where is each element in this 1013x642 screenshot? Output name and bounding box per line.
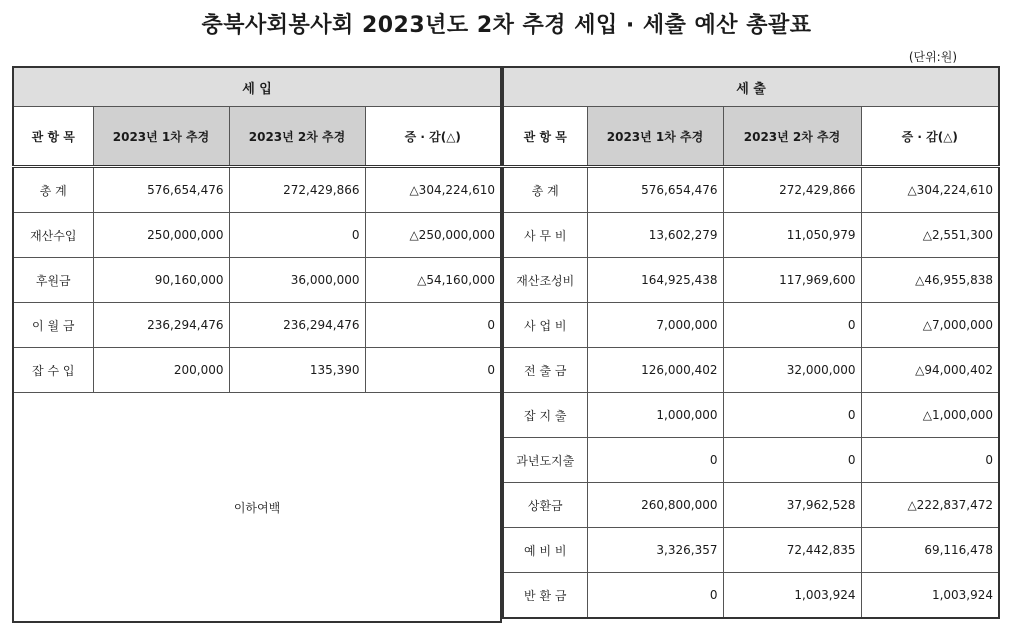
income-row bbox=[13, 213, 501, 258]
expense-cell-item: 전 출 금 bbox=[503, 348, 587, 393]
income-cell-second: 236,294,476 bbox=[229, 303, 365, 348]
expense-cell-item: 총 계 bbox=[503, 167, 587, 213]
expense-col-diff: 증 · 감(△) bbox=[861, 107, 999, 167]
expense-row bbox=[503, 483, 999, 528]
expense-cell-first: 164,925,438 bbox=[587, 258, 723, 303]
income-col-first: 2023년 1차 추경 bbox=[93, 107, 229, 167]
expense-cell-diff: △46,955,838 bbox=[861, 258, 999, 303]
expense-cell-item: 잡 지 출 bbox=[503, 393, 587, 438]
expense-cell-first: 0 bbox=[587, 573, 723, 619]
expense-row bbox=[503, 528, 999, 573]
expense-cell-diff: △7,000,000 bbox=[861, 303, 999, 348]
income-cell-first: 250,000,000 bbox=[93, 213, 229, 258]
income-cell-first: 576,654,476 bbox=[93, 167, 229, 213]
income-cell-diff: △304,224,610 bbox=[365, 167, 501, 213]
income-cell-item: 이 월 금 bbox=[13, 303, 93, 348]
expense-row bbox=[503, 258, 999, 303]
expense-table bbox=[502, 66, 1000, 619]
expense-cell-item: 과년도지출 bbox=[503, 438, 587, 483]
income-cell-diff: △54,160,000 bbox=[365, 258, 501, 303]
expense-cell-item: 재산조성비 bbox=[503, 258, 587, 303]
expense-cell-diff: 1,003,924 bbox=[861, 573, 999, 619]
expense-cell-diff: △94,000,402 bbox=[861, 348, 999, 393]
expense-cell-second: 32,000,000 bbox=[723, 348, 861, 393]
expense-col-first: 2023년 1차 추경 bbox=[587, 107, 723, 167]
income-cell-first: 200,000 bbox=[93, 348, 229, 393]
income-col-diff: 증 · 감(△) bbox=[365, 107, 501, 167]
unit-label: (단위:원) bbox=[908, 50, 957, 64]
income-cell-diff: △250,000,000 bbox=[365, 213, 501, 258]
expense-cell-diff: 69,116,478 bbox=[861, 528, 999, 573]
expense-cell-second: 272,429,866 bbox=[723, 167, 861, 213]
income-cell-item: 후원금 bbox=[13, 258, 93, 303]
expense-row bbox=[503, 393, 999, 438]
expense-cell-second: 1,003,924 bbox=[723, 573, 861, 619]
expense-cell-item: 사 무 비 bbox=[503, 213, 587, 258]
expense-cell-diff: △304,224,610 bbox=[861, 167, 999, 213]
expense-cell-item: 사 업 비 bbox=[503, 303, 587, 348]
expense-col-item: 관 항 목 bbox=[503, 107, 587, 167]
expense-cell-first: 7,000,000 bbox=[587, 303, 723, 348]
expense-cell-first: 0 bbox=[587, 438, 723, 483]
expense-cell-first: 576,654,476 bbox=[587, 167, 723, 213]
income-row bbox=[13, 258, 501, 303]
income-cell-item: 잡 수 입 bbox=[13, 348, 93, 393]
expense-cell-second: 117,969,600 bbox=[723, 258, 861, 303]
income-cell-second: 0 bbox=[229, 213, 365, 258]
expense-cell-second: 0 bbox=[723, 393, 861, 438]
income-table bbox=[12, 66, 502, 623]
income-cell-first: 90,160,000 bbox=[93, 258, 229, 303]
income-cell-first: 236,294,476 bbox=[93, 303, 229, 348]
expense-cell-first: 3,326,357 bbox=[587, 528, 723, 573]
income-row bbox=[13, 167, 501, 213]
expense-cell-diff: △222,837,472 bbox=[861, 483, 999, 528]
expense-cell-first: 260,800,000 bbox=[587, 483, 723, 528]
expense-col-second: 2023년 2차 추경 bbox=[723, 107, 861, 167]
income-cell-item: 총 계 bbox=[13, 167, 93, 213]
income-cell-diff: 0 bbox=[365, 303, 501, 348]
income-col-item: 관 항 목 bbox=[13, 107, 93, 167]
expense-row bbox=[503, 167, 999, 213]
expense-cell-item: 예 비 비 bbox=[503, 528, 587, 573]
expense-row bbox=[503, 573, 999, 619]
income-col-second: 2023년 2차 추경 bbox=[229, 107, 365, 167]
blank-note: 이하여백 bbox=[13, 393, 501, 623]
expense-cell-second: 0 bbox=[723, 438, 861, 483]
expense-cell-first: 126,000,402 bbox=[587, 348, 723, 393]
expense-cell-item: 반 환 금 bbox=[503, 573, 587, 619]
expense-section-header: 세 출 bbox=[503, 67, 999, 107]
income-row bbox=[13, 303, 501, 348]
income-cell-diff: 0 bbox=[365, 348, 501, 393]
expense-cell-second: 72,442,835 bbox=[723, 528, 861, 573]
expense-cell-second: 37,962,528 bbox=[723, 483, 861, 528]
income-cell-item: 재산수입 bbox=[13, 213, 93, 258]
expense-cell-first: 1,000,000 bbox=[587, 393, 723, 438]
income-row bbox=[13, 348, 501, 393]
expense-cell-item: 상환금 bbox=[503, 483, 587, 528]
income-section-header: 세 입 bbox=[13, 67, 501, 107]
expense-cell-second: 0 bbox=[723, 303, 861, 348]
expense-cell-second: 11,050,979 bbox=[723, 213, 861, 258]
expense-row bbox=[503, 348, 999, 393]
expense-cell-diff: △2,551,300 bbox=[861, 213, 999, 258]
expense-cell-first: 13,602,279 bbox=[587, 213, 723, 258]
expense-row bbox=[503, 303, 999, 348]
expense-row bbox=[503, 438, 999, 483]
income-cell-second: 36,000,000 bbox=[229, 258, 365, 303]
expense-cell-diff: △1,000,000 bbox=[861, 393, 999, 438]
income-blank-row bbox=[13, 393, 501, 623]
expense-row bbox=[503, 213, 999, 258]
expense-cell-diff: 0 bbox=[861, 438, 999, 483]
document-title: 충북사회봉사회 2023년도 2차 추경 세입 · 세출 예산 총괄표 bbox=[201, 13, 812, 38]
income-cell-second: 135,390 bbox=[229, 348, 365, 393]
income-cell-second: 272,429,866 bbox=[229, 167, 365, 213]
